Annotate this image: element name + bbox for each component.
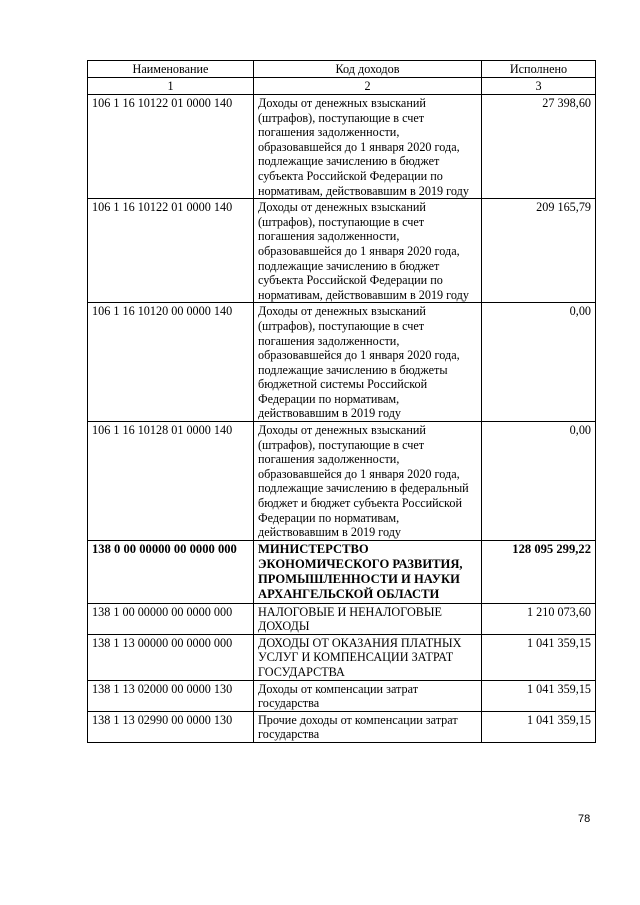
column-number-row <box>88 78 596 95</box>
header-executed: Исполнено <box>482 61 596 78</box>
revenue-name-cell: Доходы от денежных взысканий (штрафов), поступающие в счет погашения задолженности, образовавшейся до 1 января 2020 года, подлежащие зачислению в бюджеты бюджетной системы Российской Федерации по нормативам, действовавшим в 2019 году <box>254 303 482 422</box>
executed-amount-cell: 0,00 <box>482 422 596 541</box>
executed-amount-cell: 209 165,79 <box>482 199 596 303</box>
column-number: 1 <box>88 78 254 95</box>
revenue-name-cell: НАЛОГОВЫЕ И НЕНАЛОГОВЫЕ ДОХОДЫ <box>254 603 482 634</box>
table-row <box>88 711 596 742</box>
revenue-code-cell: 138 1 13 02990 00 0000 130 <box>88 711 254 742</box>
revenue-code-cell: 106 1 16 10120 00 0000 140 <box>88 303 254 422</box>
revenue-code-cell: 106 1 16 10128 01 0000 140 <box>88 422 254 541</box>
revenue-name-cell: Доходы от денежных взысканий (штрафов), поступающие в счет погашения задолженности, образовавшейся до 1 января 2020 года, подлежащие зачислению в федеральный бюджет и бюджет субъекта Российской Федерации по нормативам, действовавшим в 2019 году <box>254 422 482 541</box>
executed-amount-cell: 1 041 359,15 <box>482 680 596 711</box>
table-row <box>88 199 596 303</box>
executed-amount-cell: 128 095 299,22 <box>482 540 596 603</box>
revenue-name-cell: Доходы от денежных взысканий (штрафов), поступающие в счет погашения задолженности, образовавшейся до 1 января 2020 года, подлежащие зачислению в бюджет субъекта Российской Федерации по нормативам, действовавшим в 2019 году <box>254 95 482 199</box>
revenue-name-cell: ДОХОДЫ ОТ ОКАЗАНИЯ ПЛАТНЫХ УСЛУГ И КОМПЕНСАЦИИ ЗАТРАТ ГОСУДАРСТВА <box>254 634 482 680</box>
executed-amount-cell: 1 210 073,60 <box>482 603 596 634</box>
revenue-code-cell: 138 0 00 00000 00 0000 000 <box>88 540 254 603</box>
executed-amount-cell: 27 398,60 <box>482 95 596 199</box>
table-body <box>88 95 596 743</box>
header-name: Наименование <box>88 61 254 78</box>
revenue-name-cell: Доходы от компенсации затрат государства <box>254 680 482 711</box>
revenue-code-cell: 138 1 00 00000 00 0000 000 <box>88 603 254 634</box>
header-code: Код доходов <box>254 61 482 78</box>
table-row <box>88 422 596 541</box>
table-header <box>88 61 596 95</box>
column-number: 2 <box>254 78 482 95</box>
table-row <box>88 680 596 711</box>
executed-amount-cell: 1 041 359,15 <box>482 711 596 742</box>
table-row <box>88 95 596 199</box>
table-row <box>88 603 596 634</box>
table-row <box>88 303 596 422</box>
table-row <box>88 634 596 680</box>
revenue-code-cell: 138 1 13 00000 00 0000 000 <box>88 634 254 680</box>
executed-amount-cell: 0,00 <box>482 303 596 422</box>
revenue-code-cell: 106 1 16 10122 01 0000 140 <box>88 95 254 199</box>
revenue-table <box>87 60 596 743</box>
revenue-code-cell: 138 1 13 02000 00 0000 130 <box>88 680 254 711</box>
revenue-name-cell: Прочие доходы от компенсации затрат государства <box>254 711 482 742</box>
revenue-code-cell: 106 1 16 10122 01 0000 140 <box>88 199 254 303</box>
revenue-name-cell: Доходы от денежных взысканий (штрафов), поступающие в счет погашения задолженности, образовавшейся до 1 января 2020 года, подлежащие зачислению в бюджет субъекта Российской Федерации по нормативам, действовавшим в 2019 году <box>254 199 482 303</box>
revenue-name-cell: МИНИСТЕРСТВО ЭКОНОМИЧЕСКОГО РАЗВИТИЯ, ПРОМЫШЛЕННОСТИ И НАУКИ АРХАНГЕЛЬСКОЙ ОБЛАСТИ <box>254 540 482 603</box>
executed-amount-cell: 1 041 359,15 <box>482 634 596 680</box>
column-number: 3 <box>482 78 596 95</box>
header-row <box>88 61 596 78</box>
page-number: 78 <box>578 813 591 825</box>
table-row <box>88 540 596 603</box>
